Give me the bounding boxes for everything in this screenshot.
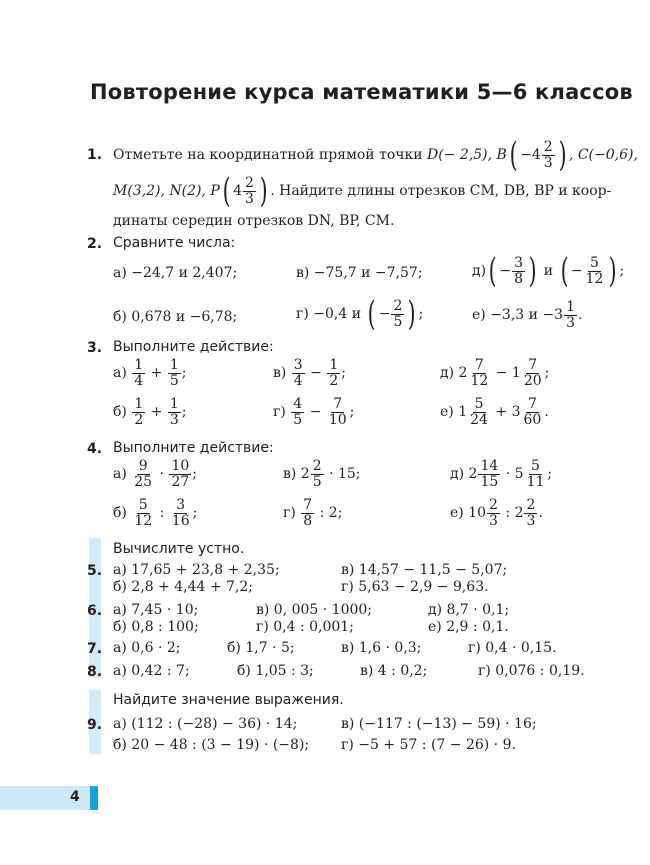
page-title: Повторение курса математики 5—6 классов — [90, 80, 633, 104]
problem-1-line-2 — [113, 171, 612, 211]
item-6a: а) 7,45 · 10; — [113, 602, 199, 618]
fraction: $\frac{2}{3}$ — [543, 138, 553, 171]
item-4e: е) 10 $\frac{2}{3}$ : 2 $\frac{2}{3}$ . — [450, 497, 543, 529]
problem-number-9: 9. — [87, 717, 103, 733]
item-2a: а) −24,7 и 2,407; — [113, 265, 238, 281]
problem-number-2: 2. — [87, 236, 103, 252]
item-4b: б) $\frac{5}{12}$ : $\frac{3}{16}$ ; — [113, 497, 198, 529]
problem-number-7: 7. — [87, 641, 103, 657]
item-7v: в) 1,6 · 0,3; — [341, 640, 422, 656]
item-8g: г) 0,076 : 0,19. — [478, 663, 585, 679]
item-6e: е) 2,9 : 0,1. — [428, 619, 509, 635]
item-2v: в) −75,7 и −7,57; — [296, 265, 423, 281]
points-m-n: M(3,2), N(2), — [113, 183, 211, 199]
problem-number-5: 5. — [87, 563, 103, 579]
item-9a: а) (112 : (−28) − 36) · 14; — [113, 716, 298, 732]
oral-heading: Вычислите устно. — [113, 541, 245, 557]
item-4g: г) $\frac{7}{8}$ : 2; — [283, 497, 343, 529]
paren-left: ( — [509, 135, 518, 175]
item-8v: в) 4 : 0,2; — [360, 663, 428, 679]
item-2b: б) 0,678 и −6,78; — [113, 309, 238, 325]
item-3d: д) 2 $\frac{7}{12}$ − 1 $\frac{7}{20}$ ; — [440, 357, 550, 389]
problem-2-heading: Сравните числа: — [113, 235, 236, 251]
item-5v: в) 14,57 − 11,5 − 5,07; — [341, 562, 508, 578]
item-3a: а) $\frac{1}{4}$ + $\frac{1}{5}$ ; — [113, 357, 187, 389]
item-5g: г) 5,63 − 2,9 − 9,63. — [341, 579, 489, 595]
paren-right: ) — [259, 171, 268, 211]
text: Отметьте на координатной прямой точки — [113, 147, 428, 163]
problem-3-heading: Выполните действие: — [113, 339, 274, 355]
page-number-strip — [90, 786, 98, 810]
item-7g: г) 0,4 · 0,15. — [468, 640, 557, 656]
item-8a: а) 0,42 : 7; — [113, 663, 190, 679]
fraction: $\frac{2}{3}$ — [245, 174, 254, 207]
item-3e: е) 1 $\frac{5}{24}$ + 3 $\frac{7}{60}$ . — [440, 396, 549, 428]
problem-number-6: 6. — [87, 603, 103, 619]
item-4d: д) 2 $\frac{14}{15}$ · 5 $\frac{5}{11}$ ; — [450, 458, 553, 490]
point-b: B — [496, 147, 507, 163]
item-3b: б) $\frac{1}{2}$ + $\frac{1}{3}$ ; — [113, 396, 187, 428]
page-number: 4 — [70, 789, 80, 805]
item-2e: е) −3,3 и −3 $\frac{1}{3}$ . — [472, 299, 583, 331]
item-3v: в) $\frac{3}{4}$ − $\frac{1}{2}$ ; — [273, 357, 346, 389]
item-5a: а) 17,65 + 23,8 + 2,35; — [113, 562, 280, 578]
problem-number-1: 1. — [87, 147, 103, 163]
paren-right: ) — [558, 135, 567, 175]
item-9v: в) (−117 : (−13) − 59) · 16; — [341, 716, 537, 732]
item-9g: г) −5 + 57 : (7 − 26) · 9. — [341, 737, 516, 753]
item-7a: а) 0,6 · 2; — [113, 640, 181, 656]
item-6v: в) 0, 005 · 1000; — [256, 602, 373, 618]
item-6d: д) 8,7 · 0,1; — [428, 602, 510, 618]
b-whole: −4 — [520, 147, 541, 163]
item-7b: б) 1,7 · 5; — [227, 640, 295, 656]
problem-1-line-3: динаты середин отрезков DN, BP, CM. — [113, 213, 395, 229]
item-2d: д)( − $\frac{3}{8}$ ) и ( − $\frac{5}{12}$ ) ; — [472, 251, 625, 291]
paren-left: ( — [222, 171, 231, 211]
page-number-band — [0, 786, 96, 810]
point-d: D(− 2,5), — [427, 147, 497, 163]
item-4v: в) 2 $\frac{2}{5}$ · 15; — [283, 458, 361, 490]
item-4a: а) $\frac{9}{25}$ · $\frac{10}{27}$ ; — [113, 458, 197, 490]
find-heading: Найдите значение выражения. — [113, 692, 344, 708]
item-9b: б) 20 − 48 : (3 − 19) · (−8); — [113, 737, 310, 753]
problem-number-8: 8. — [87, 664, 103, 680]
problem-number-3: 3. — [87, 340, 103, 356]
point-p: P — [210, 183, 220, 199]
item-6b: б) 0,8 : 100; — [113, 619, 199, 635]
item-5b: б) 2,8 + 4,44 + 7,2; — [113, 579, 254, 595]
item-3g: г) $\frac{4}{5}$ − $\frac{7}{10}$ ; — [273, 396, 355, 428]
problem-1-line-1 — [113, 135, 638, 175]
item-8b: б) 1,05 : 3; — [237, 663, 314, 679]
problem-number-4: 4. — [87, 441, 103, 457]
point-c: , C(−0,6), — [568, 147, 638, 163]
problem-4-heading: Выполните действие: — [113, 440, 274, 456]
text: . Найдите длины отрезков CM, DB, BP и коор- — [270, 183, 612, 199]
item-2g: г) −0,4 и ( − $\frac{2}{5}$ ) ; — [296, 294, 424, 334]
p-whole: 4 — [233, 183, 243, 199]
item-6g: г) 0,4 : 0,001; — [256, 619, 354, 635]
